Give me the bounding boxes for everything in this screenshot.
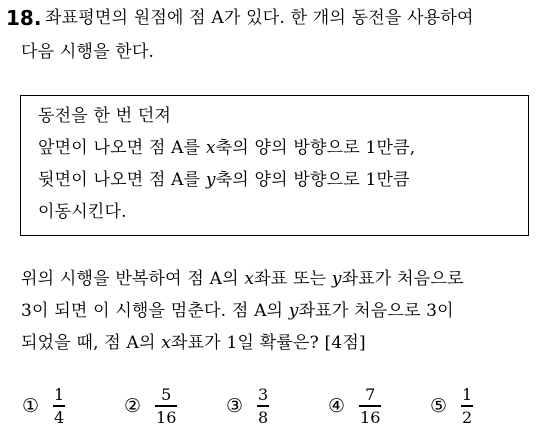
body-line-1-text-b: 좌표 또는: [254, 269, 332, 289]
fraction-4-denominator: 16: [360, 407, 381, 427]
rule-line-3: [38, 168, 410, 192]
fraction-2-denominator: 16: [156, 407, 177, 427]
rule-line-2-variable: x: [205, 138, 216, 158]
body-line-2-text-b: 좌표가 처음으로 3이: [298, 301, 454, 321]
fraction-1-denominator: 4: [54, 407, 65, 427]
fraction-1-bar: [53, 405, 65, 406]
rule-line-3-text-a: 뒷면이 나오면 점 A를: [38, 170, 206, 190]
body-line-2-variable-y: y: [288, 301, 299, 321]
body-line-3-text-a: 되었을 때, 점 A의: [21, 333, 162, 353]
fraction-2: [155, 385, 177, 426]
choice-number-1: ①: [22, 395, 40, 417]
question-text-line-1: 좌표평면의 원점에 점 A가 있다. 한 개의 동전을 사용하여: [45, 8, 474, 28]
rule-line-2-text-b: 축의 양의 방향으로 1만큼,: [215, 138, 416, 158]
choice-number-3: ③: [226, 395, 244, 417]
fraction-1-numerator: 1: [54, 385, 65, 405]
answer-choice-1[interactable]: [22, 382, 65, 430]
rule-line-2-text-a: 앞면이 나오면 점 A를: [38, 138, 206, 158]
fraction-2-numerator: 5: [161, 385, 172, 405]
fraction-3-numerator: 3: [258, 385, 269, 405]
body-line-3-text-b: 좌표가 1일 확률은? [4점]: [171, 333, 366, 353]
body-line-1-text-a: 위의 시행을 반복하여 점 A의: [21, 269, 245, 289]
answer-choice-2[interactable]: [124, 382, 177, 430]
body-line-2-text-a: 3이 되면 이 시행을 멈춘다. 점 A의: [21, 301, 289, 321]
fraction-2-bar: [155, 405, 177, 406]
fraction-3-denominator: 8: [258, 407, 269, 427]
body-line-3-variable-x: x: [161, 333, 172, 353]
choice-number-5: ⑤: [430, 395, 448, 417]
choice-number-2: ②: [124, 395, 142, 417]
problem-number: 18.: [6, 6, 42, 30]
body-line-1-variable-x: x: [244, 269, 255, 289]
rule-line-3-text-b: 축의 양의 방향으로 1만큼: [215, 170, 410, 190]
rule-line-3-variable: y: [205, 170, 216, 190]
fraction-3-bar: [257, 405, 269, 406]
body-line-1: [21, 267, 464, 291]
fraction-4: [359, 385, 381, 426]
rule-line-1: 동전을 한 번 던져: [38, 106, 172, 126]
fraction-4-bar: [359, 405, 381, 406]
answer-choice-4[interactable]: [328, 382, 381, 430]
fraction-4-numerator: 7: [365, 385, 376, 405]
fraction-5: [461, 385, 473, 426]
choice-number-4: ④: [328, 395, 346, 417]
rule-box: [20, 95, 529, 236]
body-line-1-variable-y: y: [331, 269, 342, 289]
body-line-1-text-c: 좌표가 처음으로: [341, 269, 464, 289]
rule-line-2: [38, 136, 415, 160]
fraction-3: [257, 385, 269, 426]
answer-choice-5[interactable]: [430, 382, 473, 430]
question-text-line-2: 다음 시행을 한다.: [21, 42, 155, 62]
fraction-5-denominator: 2: [462, 407, 473, 427]
rule-line-4: 이동시킨다.: [38, 202, 127, 222]
fraction-5-bar: [461, 405, 473, 406]
fraction-5-numerator: 1: [462, 385, 473, 405]
answer-choice-3[interactable]: [226, 382, 269, 430]
fraction-1: [53, 385, 65, 426]
body-line-2: [21, 299, 454, 323]
body-line-3: [21, 331, 366, 355]
